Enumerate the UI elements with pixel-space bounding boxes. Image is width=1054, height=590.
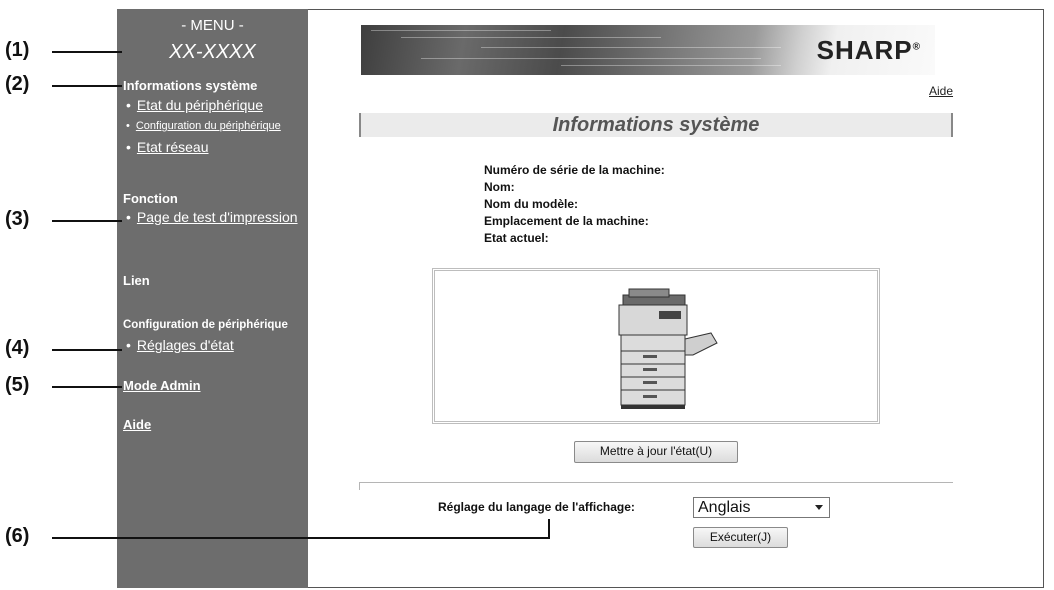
sidebar-heading-device-setup: Configuration de périphérique — [123, 319, 288, 331]
model-name: XX-XXXX — [169, 41, 256, 63]
callout-4: (4) — [5, 337, 30, 359]
language-select-value: Anglais — [698, 499, 751, 516]
sidebar-heading-link: Lien — [123, 273, 150, 288]
serial-number-label: Numéro de série de la machine: — [484, 163, 665, 177]
sidebar-item-device-config[interactable]: • Configuration du périphérique — [126, 120, 281, 132]
sidebar-heading-function: Fonction — [123, 191, 178, 206]
header-banner — [361, 25, 935, 75]
sidebar-item-help[interactable]: Aide — [123, 417, 152, 432]
callout-2-line — [52, 85, 122, 87]
sidebar-item-device-status[interactable]: • Etat du périphérique — [126, 97, 263, 113]
sidebar-menu — [117, 9, 308, 588]
callout-4-line — [52, 349, 122, 351]
sidebar-heading-system-info: Informations système — [123, 78, 258, 93]
execute-button[interactable]: Exécuter(J) — [693, 527, 788, 548]
language-select[interactable] — [693, 497, 830, 518]
menu-title: - MENU - — [181, 17, 244, 34]
chevron-down-icon[interactable] — [815, 505, 823, 510]
divider-left-edge — [359, 482, 360, 490]
section-divider — [359, 482, 953, 483]
update-status-button[interactable]: Mettre à jour l'état(U) — [574, 441, 738, 463]
printer-icon — [435, 271, 877, 421]
callout-5: (5) — [5, 374, 30, 396]
page-title: Informations système — [359, 113, 953, 137]
sidebar-item-status-settings[interactable]: • Réglages d'état — [126, 337, 234, 353]
callout-6-riser — [548, 519, 550, 539]
callout-3-line — [52, 220, 122, 222]
printer-image-frame — [432, 268, 880, 424]
machine-location-label: Emplacement de la machine: — [484, 214, 649, 228]
help-link[interactable]: Aide — [929, 84, 954, 98]
sidebar-item-test-print[interactable]: • Page de test d'impression — [126, 209, 298, 225]
sidebar-item-admin-mode[interactable]: Mode Admin — [123, 378, 201, 393]
callout-1-line — [52, 51, 122, 53]
language-setting-label: Réglage du langage de l'affichage: — [438, 500, 635, 514]
callout-1: (1) — [5, 39, 30, 61]
model-name-label: Nom du modèle: — [484, 197, 579, 211]
current-status-label: Etat actuel: — [484, 231, 549, 245]
name-label: Nom: — [484, 180, 515, 194]
sharp-logo: SHARP® — [816, 35, 921, 65]
callout-6-line — [52, 537, 550, 539]
callout-6: (6) — [5, 525, 30, 547]
callout-5-line — [52, 386, 122, 388]
sidebar-item-network-status[interactable]: • Etat réseau — [126, 139, 209, 155]
callout-3: (3) — [5, 208, 30, 230]
callout-2: (2) — [5, 73, 30, 95]
